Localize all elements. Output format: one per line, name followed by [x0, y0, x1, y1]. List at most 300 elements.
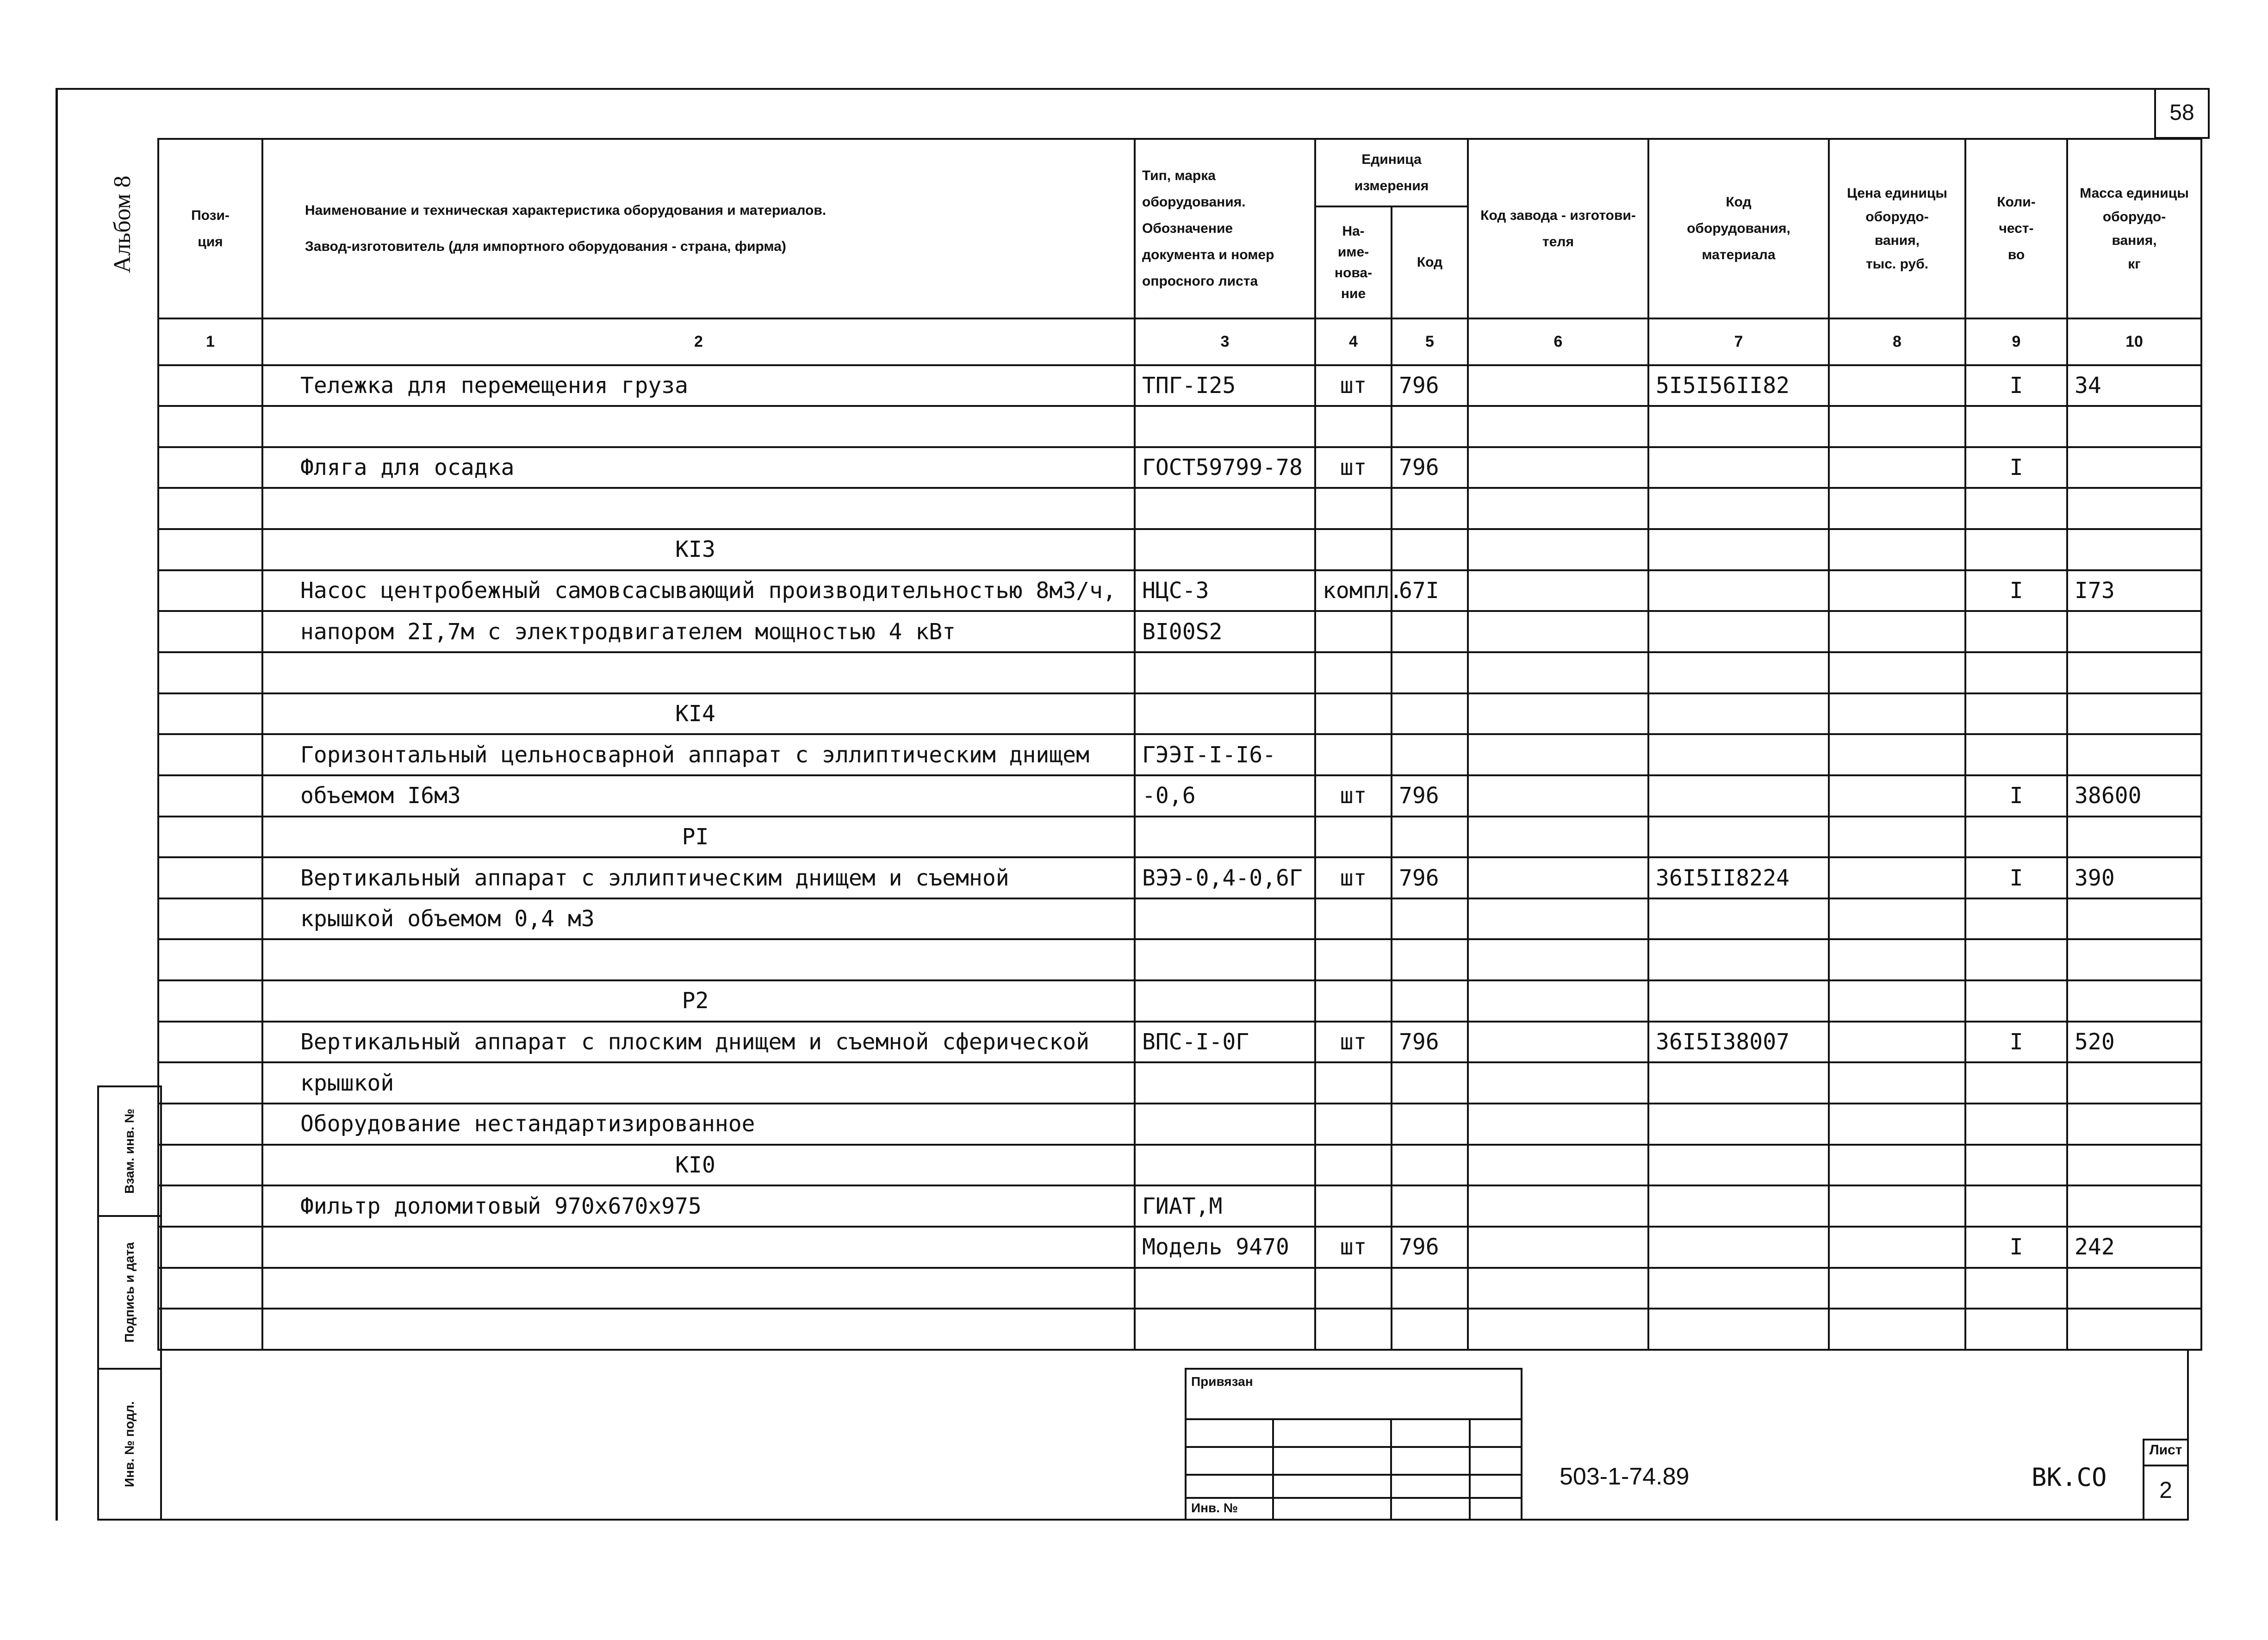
mass-cell: 38600 [2067, 775, 2201, 817]
unit-code-cell [1392, 1104, 1468, 1145]
header-row-1 [158, 139, 2201, 206]
sheet-value: 2 [2159, 1477, 2172, 1503]
header-equip-code: Код оборудования, материала [1648, 139, 1829, 318]
unit-code-cell [1392, 1145, 1468, 1186]
name-cell [262, 1309, 1135, 1350]
sheet-box [2143, 1439, 2189, 1521]
header-name: Наименование и техническая характеристика оборудования и материалов. Завод-изготовитель (для импортного оборудования - страна, фирма) [262, 139, 1135, 318]
mass-cell [2067, 652, 2201, 693]
unit-code-cell: 796 [1392, 1227, 1468, 1268]
position-cell [158, 939, 262, 980]
unit-cell [1315, 1062, 1392, 1104]
group-label: P2 [262, 980, 1135, 1022]
factory-code-cell [1468, 488, 1648, 529]
side-stamp [97, 1085, 162, 1521]
position-cell [158, 611, 262, 652]
type-cell [1135, 1268, 1315, 1309]
column-number: 8 [1829, 318, 1965, 365]
equipment-code-cell [1648, 1268, 1829, 1309]
mass-cell [2067, 611, 2201, 652]
unit-code-cell: 796 [1392, 1022, 1468, 1063]
equipment-code-cell [1648, 1145, 1829, 1186]
header-factory: Код завода - изготови- теля [1468, 139, 1648, 318]
quantity-cell [1965, 1145, 2067, 1186]
table-row [158, 898, 2201, 940]
position-cell [158, 857, 262, 898]
unit-cell [1315, 1268, 1392, 1309]
factory-code-cell [1468, 1145, 1648, 1186]
quantity-cell [1965, 488, 2067, 529]
unit-cell [1315, 488, 1392, 529]
factory-code-cell [1468, 898, 1648, 940]
name-cell: Фляга для осадка [262, 447, 1135, 488]
equipment-code-cell [1648, 775, 1829, 817]
factory-code-cell [1468, 1268, 1648, 1309]
factory-code-cell [1468, 365, 1648, 406]
equipment-code-cell: 5I5I56II82 [1648, 365, 1829, 406]
quantity-cell: I [1965, 857, 2067, 898]
mass-cell [2067, 980, 2201, 1022]
mass-cell [2067, 734, 2201, 775]
factory-code-cell [1468, 1062, 1648, 1104]
header-type: Тип, марка оборудования. Обозначение документа и номер опросного листа [1135, 139, 1315, 318]
unit-code-cell [1392, 980, 1468, 1022]
factory-code-cell [1468, 1104, 1648, 1145]
unit-code-cell [1392, 529, 1468, 570]
price-cell [1829, 1104, 1965, 1145]
factory-code-cell [1468, 447, 1648, 488]
unit-code-cell [1392, 939, 1468, 980]
unit-code-cell [1392, 734, 1468, 775]
factory-code-cell [1468, 1309, 1648, 1350]
type-cell [1135, 980, 1315, 1022]
type-cell: -0,6 [1135, 775, 1315, 817]
position-cell [158, 980, 262, 1022]
equipment-code-cell [1648, 898, 1829, 940]
factory-code-cell [1468, 529, 1648, 570]
header-unit-code: Код [1392, 206, 1468, 318]
table-row [158, 857, 2201, 898]
unit-cell [1315, 1185, 1392, 1227]
unit-cell: шт [1315, 857, 1392, 898]
price-cell [1829, 775, 1965, 817]
name-cell [262, 406, 1135, 447]
attached-label: Привязан [1191, 1374, 1253, 1389]
table-row [158, 529, 2201, 570]
sheet-number: 58 [2154, 88, 2210, 139]
quantity-cell [1965, 1104, 2067, 1145]
name-cell: Вертикальный аппарат с плоским днищем и съемной сферической [262, 1022, 1135, 1063]
price-cell [1829, 652, 1965, 693]
equipment-code-cell [1648, 652, 1829, 693]
unit-cell: шт [1315, 447, 1392, 488]
unit-cell: шт [1315, 775, 1392, 817]
table-row [158, 1185, 2201, 1227]
table-row [158, 488, 2201, 529]
position-cell [158, 406, 262, 447]
equipment-code-cell [1648, 693, 1829, 735]
name-cell: Тележка для перемещения груза [262, 365, 1135, 406]
unit-code-cell [1392, 611, 1468, 652]
quantity-cell: I [1965, 1022, 2067, 1063]
group-label: KI4 [262, 693, 1135, 735]
column-number: 9 [1965, 318, 2067, 365]
table-row [158, 1022, 2201, 1063]
unit-code-cell [1392, 1309, 1468, 1350]
side-cell-inv-original [99, 1370, 160, 1519]
price-cell [1829, 406, 1965, 447]
type-cell: ВЭЭ-0,4-0,6Г [1135, 857, 1315, 898]
mass-cell [2067, 693, 2201, 735]
mass-cell [2067, 447, 2201, 488]
mass-cell [2067, 1309, 2201, 1350]
attachment-stamp [1185, 1368, 1522, 1521]
table-row [158, 980, 2201, 1022]
equipment-code-cell [1648, 529, 1829, 570]
equipment-code-cell [1648, 817, 1829, 858]
type-cell: ГЭЭI-I-I6- [1135, 734, 1315, 775]
name-cell: напором 2I,7м с электродвигателем мощностью 4 кВт [262, 611, 1135, 652]
side-label-signature: Подпись и дата [122, 1242, 137, 1343]
quantity-cell [1965, 898, 2067, 940]
equipment-table [157, 138, 2202, 1351]
unit-code-cell [1392, 898, 1468, 940]
factory-code-cell [1468, 817, 1648, 858]
position-cell [158, 1268, 262, 1309]
name-cell: объемом I6м3 [262, 775, 1135, 817]
quantity-cell [1965, 529, 2067, 570]
equipment-code-cell [1648, 570, 1829, 611]
quantity-cell: I [1965, 570, 2067, 611]
table-row [158, 817, 2201, 858]
type-cell: ГИАТ,М [1135, 1185, 1315, 1227]
price-cell [1829, 1309, 1965, 1350]
unit-cell [1315, 406, 1392, 447]
table-row [158, 1309, 2201, 1350]
type-cell: ВПС-I-0Г [1135, 1022, 1315, 1063]
equipment-code-cell [1648, 406, 1829, 447]
price-cell [1829, 529, 1965, 570]
table-row [158, 734, 2201, 775]
unit-cell: шт [1315, 365, 1392, 406]
quantity-cell [1965, 611, 2067, 652]
type-cell [1135, 693, 1315, 735]
sheet-label: Лист [2149, 1442, 2182, 1458]
factory-code-cell [1468, 611, 1648, 652]
equipment-code-cell [1648, 939, 1829, 980]
side-cell-inv-replace [99, 1087, 160, 1217]
mass-cell [2067, 1145, 2201, 1186]
header-qty: Коли- чест- во [1965, 139, 2067, 318]
factory-code-cell [1468, 570, 1648, 611]
quantity-cell: I [1965, 365, 2067, 406]
position-cell [158, 1227, 262, 1268]
header-pos: Пози- ция [158, 139, 262, 318]
type-cell: ГОСТ59799-78 [1135, 447, 1315, 488]
mass-cell: 242 [2067, 1227, 2201, 1268]
price-cell [1829, 939, 1965, 980]
stamp-line [1390, 1418, 1392, 1520]
table-row [158, 1104, 2201, 1145]
group-label: KI0 [262, 1145, 1135, 1186]
unit-code-cell [1392, 1062, 1468, 1104]
equipment-code-cell [1648, 488, 1829, 529]
factory-code-cell [1468, 1185, 1648, 1227]
unit-cell [1315, 939, 1392, 980]
table-row [158, 406, 2201, 447]
unit-cell: шт [1315, 1022, 1392, 1063]
price-cell [1829, 488, 1965, 529]
column-number: 6 [1468, 318, 1648, 365]
unit-code-cell [1392, 1268, 1468, 1309]
name-cell: Вертикальный аппарат с эллиптическим днищем и съемной [262, 857, 1135, 898]
position-cell [158, 734, 262, 775]
name-cell: Оборудование нестандартизированное [262, 1104, 1135, 1145]
factory-code-cell [1468, 693, 1648, 735]
name-cell [262, 652, 1135, 693]
column-number: 5 [1392, 318, 1468, 365]
type-cell: BI00S2 [1135, 611, 1315, 652]
unit-cell [1315, 652, 1392, 693]
price-cell [1829, 1185, 1965, 1227]
position-cell [158, 570, 262, 611]
unit-cell [1315, 693, 1392, 735]
factory-code-cell [1468, 652, 1648, 693]
mass-cell [2067, 1062, 2201, 1104]
side-label-inv-original: Инв. № подл. [122, 1401, 137, 1487]
table-row [158, 652, 2201, 693]
name-cell: крышкой [262, 1062, 1135, 1104]
factory-code-cell [1468, 857, 1648, 898]
quantity-cell: I [1965, 775, 2067, 817]
quantity-cell [1965, 652, 2067, 693]
mass-cell [2067, 817, 2201, 858]
type-cell [1135, 939, 1315, 980]
name-cell: Фильтр доломитовый 970х670х975 [262, 1185, 1135, 1227]
position-cell [158, 898, 262, 940]
quantity-cell [1965, 1185, 2067, 1227]
unit-cell [1315, 980, 1392, 1022]
column-number: 3 [1135, 318, 1315, 365]
unit-cell [1315, 1309, 1392, 1350]
table-row [158, 775, 2201, 817]
mass-cell [2067, 1104, 2201, 1145]
factory-code-cell [1468, 734, 1648, 775]
document-code: 503-1-74.89 [1560, 1463, 1690, 1490]
quantity-cell [1965, 1268, 2067, 1309]
type-cell [1135, 1104, 1315, 1145]
position-cell [158, 693, 262, 735]
price-cell [1829, 1022, 1965, 1063]
table-row [158, 693, 2201, 735]
price-cell [1829, 570, 1965, 611]
type-cell [1135, 529, 1315, 570]
name-cell: Насос центробежный самовсасывающий производительностью 8м3/ч, [262, 570, 1135, 611]
type-cell: ТПГ-I25 [1135, 365, 1315, 406]
equipment-code-cell [1648, 1185, 1829, 1227]
position-cell [158, 529, 262, 570]
column-number-row [158, 318, 2201, 365]
mass-cell [2067, 406, 2201, 447]
price-cell [1829, 817, 1965, 858]
position-cell [158, 1185, 262, 1227]
position-cell [158, 775, 262, 817]
name-cell [262, 939, 1135, 980]
unit-code-cell: 796 [1392, 775, 1468, 817]
unit-cell [1315, 817, 1392, 858]
factory-code-cell [1468, 775, 1648, 817]
column-number: 7 [1648, 318, 1829, 365]
equipment-code-cell: 36I5I38007 [1648, 1022, 1829, 1063]
position-cell [158, 1309, 262, 1350]
equipment-code-cell [1648, 611, 1829, 652]
unit-cell: шт [1315, 1227, 1392, 1268]
quantity-cell [1965, 939, 2067, 980]
unit-cell [1315, 1104, 1392, 1145]
unit-code-cell: 796 [1392, 365, 1468, 406]
position-cell [158, 1145, 262, 1186]
type-cell [1135, 1062, 1315, 1104]
price-cell [1829, 1268, 1965, 1309]
equipment-code-cell [1648, 1104, 1829, 1145]
price-cell [1829, 898, 1965, 940]
mass-cell [2067, 1185, 2201, 1227]
group-label: PI [262, 817, 1135, 858]
inv-label: Инв. № [1191, 1501, 1238, 1515]
factory-code-cell [1468, 406, 1648, 447]
type-cell [1135, 488, 1315, 529]
price-cell [1829, 1145, 1965, 1186]
unit-code-cell [1392, 1185, 1468, 1227]
quantity-cell [1965, 1062, 2067, 1104]
equipment-code-cell [1648, 447, 1829, 488]
equipment-code-cell: 36I5II8224 [1648, 857, 1829, 898]
price-cell [1829, 365, 1965, 406]
unit-cell [1315, 611, 1392, 652]
position-cell [158, 1022, 262, 1063]
table-row [158, 1145, 2201, 1186]
name-cell: крышкой объемом 0,4 м3 [262, 898, 1135, 940]
header-price: Цена единицы оборудо- вания, тыс. руб. [1829, 139, 1965, 318]
table-row [158, 365, 2201, 406]
price-cell [1829, 1227, 1965, 1268]
unit-code-cell: 67I [1392, 570, 1468, 611]
document-mark: ВК.СО [2032, 1463, 2107, 1492]
name-cell: Горизонтальный цельносварной аппарат с эллиптическим днищем [262, 734, 1135, 775]
table-row [158, 570, 2201, 611]
factory-code-cell [1468, 939, 1648, 980]
type-cell [1135, 652, 1315, 693]
table-row [158, 1227, 2201, 1268]
table-row [158, 447, 2201, 488]
type-cell [1135, 817, 1315, 858]
position-cell [158, 652, 262, 693]
mass-cell: 520 [2067, 1022, 2201, 1063]
name-cell [262, 1227, 1135, 1268]
factory-code-cell [1468, 1022, 1648, 1063]
position-cell [158, 1062, 262, 1104]
name-cell [262, 488, 1135, 529]
sheet-box-line [2144, 1465, 2187, 1466]
column-number: 1 [158, 318, 262, 365]
mass-cell [2067, 898, 2201, 940]
position-cell [158, 488, 262, 529]
price-cell [1829, 611, 1965, 652]
table-row [158, 1268, 2201, 1309]
price-cell [1829, 693, 1965, 735]
quantity-cell [1965, 817, 2067, 858]
group-label: KI3 [262, 529, 1135, 570]
table-row [158, 611, 2201, 652]
quantity-cell: I [1965, 1227, 2067, 1268]
position-cell [158, 447, 262, 488]
mass-cell [2067, 529, 2201, 570]
mass-cell [2067, 1268, 2201, 1309]
type-cell [1135, 406, 1315, 447]
table-row [158, 939, 2201, 980]
unit-cell [1315, 898, 1392, 940]
side-cell-signature [99, 1217, 160, 1370]
unit-code-cell: 796 [1392, 447, 1468, 488]
equipment-code-cell [1648, 980, 1829, 1022]
type-cell: Модель 9470 [1135, 1227, 1315, 1268]
factory-code-cell [1468, 980, 1648, 1022]
unit-code-cell [1392, 652, 1468, 693]
price-cell [1829, 734, 1965, 775]
mass-cell: 34 [2067, 365, 2201, 406]
column-number: 10 [2067, 318, 2201, 365]
equipment-code-cell [1648, 1062, 1829, 1104]
side-label-inv-replace: Взам. инв. № [122, 1109, 137, 1194]
table-row [158, 1062, 2201, 1104]
price-cell [1829, 980, 1965, 1022]
factory-code-cell [1468, 1227, 1648, 1268]
quantity-cell [1965, 980, 2067, 1022]
header-mass: Масса единицы оборудо- вания, кг [2067, 139, 2201, 318]
type-cell [1135, 898, 1315, 940]
mass-cell [2067, 939, 2201, 980]
stamp-line [1469, 1418, 1471, 1520]
position-cell [158, 1104, 262, 1145]
album-label: Альбом 8 [109, 175, 136, 273]
equipment-code-cell [1648, 1227, 1829, 1268]
quantity-cell [1965, 693, 2067, 735]
unit-code-cell [1392, 693, 1468, 735]
header-unit: Единица измерения [1315, 139, 1468, 206]
type-cell: НЦС-3 [1135, 570, 1315, 611]
price-cell [1829, 447, 1965, 488]
quantity-cell [1965, 406, 2067, 447]
mass-cell: 390 [2067, 857, 2201, 898]
unit-cell [1315, 1145, 1392, 1186]
equipment-code-cell [1648, 734, 1829, 775]
unit-cell [1315, 529, 1392, 570]
price-cell [1829, 857, 1965, 898]
name-cell [262, 1268, 1135, 1309]
type-cell [1135, 1145, 1315, 1186]
unit-code-cell [1392, 817, 1468, 858]
type-cell [1135, 1309, 1315, 1350]
price-cell [1829, 1062, 1965, 1104]
quantity-cell [1965, 1309, 2067, 1350]
equipment-code-cell [1648, 1309, 1829, 1350]
unit-code-cell: 796 [1392, 857, 1468, 898]
unit-code-cell [1392, 406, 1468, 447]
column-number: 4 [1315, 318, 1392, 365]
bottom-frame [157, 1351, 2189, 1521]
column-number: 2 [262, 318, 1135, 365]
unit-cell [1315, 734, 1392, 775]
